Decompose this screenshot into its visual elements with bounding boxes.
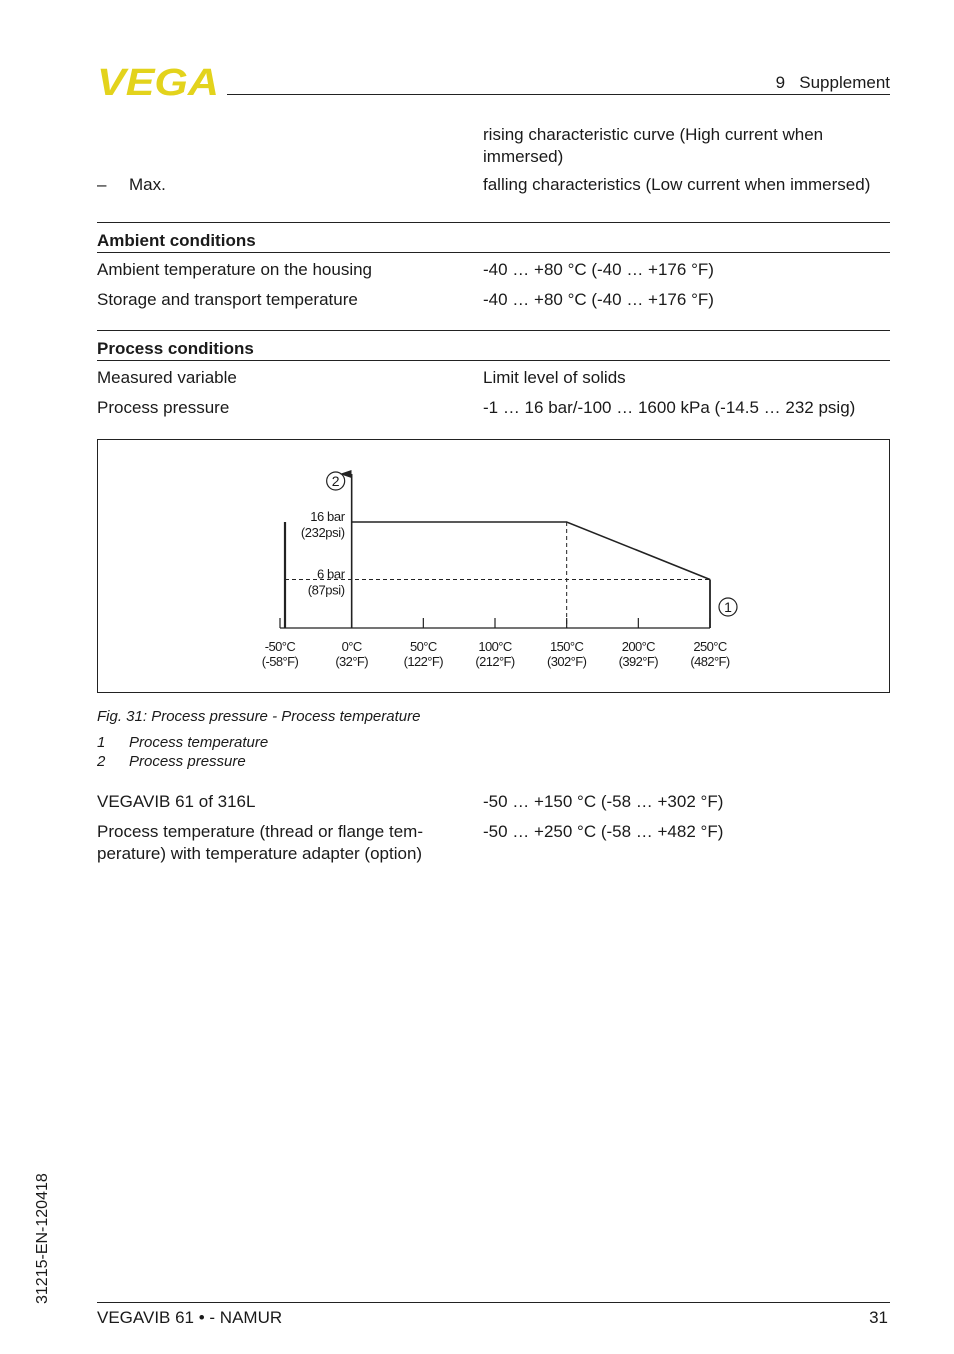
- legend-text: Process pressure: [129, 753, 246, 770]
- legend-number: 1: [97, 734, 106, 751]
- footer-rule: [97, 1302, 890, 1303]
- process-temperature-value: -50 … +250 °C (-58 … +482 °F): [483, 822, 724, 841]
- page-number: 31: [869, 1308, 888, 1327]
- x-tick-label-fahrenheit: (392°F): [618, 654, 658, 669]
- rising-characteristic-text: rising characteristic curve (High current when immersed): [483, 125, 824, 166]
- ambient-row-label: Ambient temperature on the housing: [97, 260, 373, 279]
- process-heading-rule: [97, 360, 890, 361]
- figure-frame: [97, 439, 890, 693]
- legend-text: Process temperature: [129, 734, 269, 751]
- process-pressure-value: -1 … 16 bar/-100 … 1600 kPa (-14.5 … 232 psig): [483, 398, 856, 417]
- ambient-heading: Ambient conditions: [97, 231, 256, 250]
- x-tick-label-fahrenheit: (212°F): [475, 654, 515, 669]
- footer-product: VEGAVIB 61 • - NAMUR: [97, 1308, 283, 1327]
- process-pressure-label: Process pressure: [97, 398, 230, 417]
- callout-number: 1: [724, 599, 732, 615]
- header-rule: [227, 94, 890, 95]
- process-temperature-label-line2: perature) with temperature adapter (option): [97, 844, 423, 863]
- pressure-curve: [352, 522, 710, 580]
- x-tick-label-fahrenheit: (482°F): [690, 654, 730, 669]
- ambient-top-rule: [97, 222, 890, 223]
- x-tick-label-fahrenheit: (-58°F): [261, 654, 299, 669]
- pressure-temperature-chart: [98, 440, 889, 692]
- process-temperature-label-line1: Process temperature (thread or flange tem-: [97, 822, 423, 841]
- callout-number: 2: [331, 473, 340, 489]
- x-tick-label: 200°C: [621, 639, 655, 654]
- vegavib-316l-value: -50 … +150 °C (-58 … +302 °F): [483, 792, 724, 811]
- measured-variable-value: Limit level of solids: [483, 368, 626, 387]
- x-tick-label-fahrenheit: (122°F): [403, 654, 443, 669]
- falling-characteristic-text: falling characteristics (Low current when immersed): [483, 175, 871, 194]
- vega-logo-text: VEGA: [97, 66, 219, 96]
- x-tick-label-fahrenheit: (32°F): [335, 654, 369, 669]
- storage-row-value: -40 … +80 °C (-40 … +176 °F): [483, 290, 714, 309]
- x-tick-label-fahrenheit: (302°F): [547, 654, 587, 669]
- y-tick-label-psi: (232psi): [300, 525, 345, 540]
- y-tick-label-psi: (87psi): [307, 582, 345, 598]
- section-title: 9 Supplement: [775, 73, 890, 92]
- measured-variable-label: Measured variable: [97, 368, 237, 387]
- storage-row-label: Storage and transport temperature: [97, 290, 358, 309]
- x-tick-label: -50°C: [264, 639, 296, 654]
- max-dash: –: [97, 175, 107, 194]
- ambient-row-value: -40 … +80 °C (-40 … +176 °F): [483, 260, 714, 279]
- max-label: Max.: [129, 175, 166, 194]
- document-number: 31215-EN-120418: [34, 1173, 51, 1304]
- y-tick-label: 6 bar: [317, 566, 345, 582]
- ambient-heading-rule: [97, 252, 890, 253]
- legend-number: 2: [97, 753, 106, 770]
- x-tick-label: 100°C: [478, 639, 512, 654]
- vegavib-316l-label: VEGAVIB 61 of 316L: [97, 792, 256, 811]
- figure-caption: Fig. 31: Process pressure - Process temperature: [97, 708, 421, 725]
- process-top-rule: [97, 330, 890, 331]
- vega-logo: [97, 66, 219, 96]
- x-tick-label: 0°C: [341, 639, 362, 654]
- x-tick-label: 50°C: [410, 639, 437, 654]
- process-heading: Process conditions: [97, 339, 254, 358]
- x-tick-label: 250°C: [693, 639, 727, 654]
- y-tick-label: 16 bar: [310, 509, 345, 524]
- x-tick-label: 150°C: [550, 639, 584, 654]
